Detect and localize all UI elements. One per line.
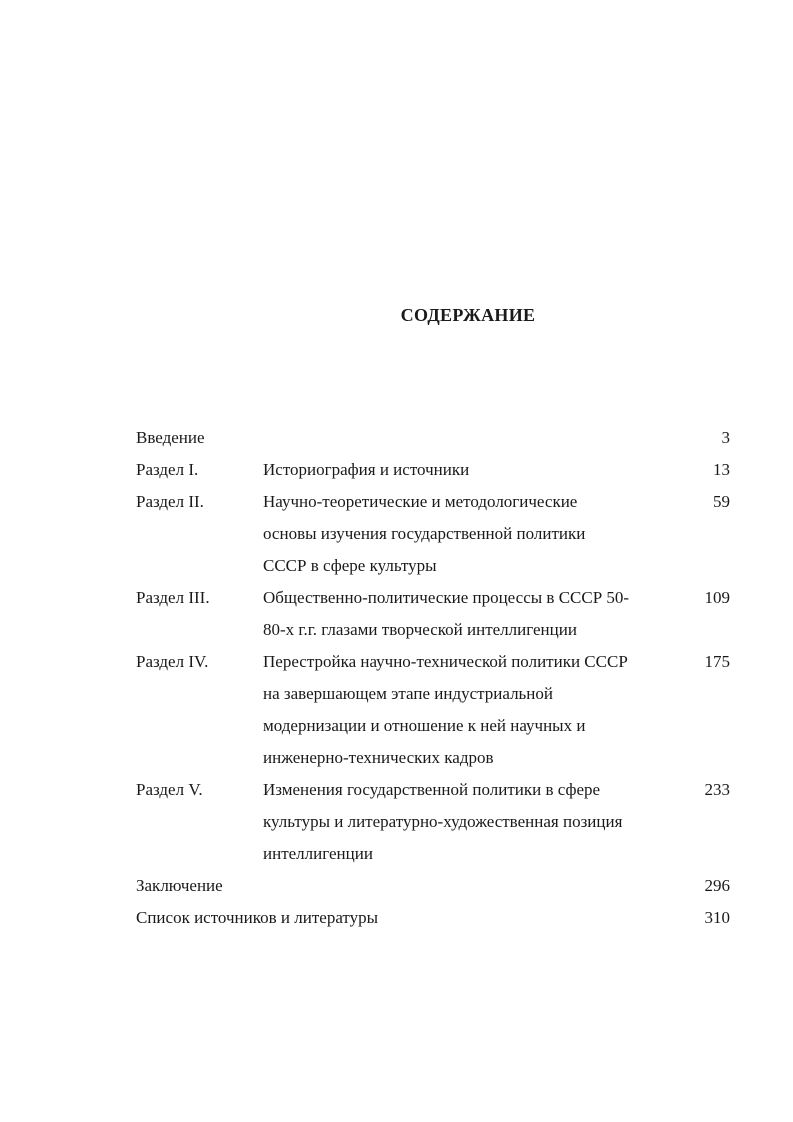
- toc-page-number: 3: [721, 428, 730, 447]
- toc-entry-introduction: [136, 422, 736, 454]
- toc-entry-conclusion: [136, 870, 736, 902]
- toc-title-line: Историография и источники: [263, 460, 470, 479]
- toc-entry-bibliography: [136, 902, 736, 934]
- toc-entry-section-2: [136, 486, 736, 582]
- toc-entry-label: Заключение: [136, 876, 223, 895]
- toc-page-number: 13: [713, 460, 730, 479]
- toc-entry-label: Раздел II.: [136, 492, 204, 511]
- toc-entry-section-1: [136, 454, 736, 486]
- toc-entry-section-4: [136, 646, 736, 774]
- toc-title-line: Научно-теоретические и методологические: [263, 492, 578, 511]
- toc-entry-title: [263, 486, 673, 582]
- toc-page-number: 296: [704, 876, 730, 895]
- toc-page-number: 175: [704, 652, 730, 671]
- toc-entry-title: [263, 774, 673, 870]
- toc-entry-title: [263, 646, 673, 774]
- toc-entry-section-3: [136, 582, 736, 646]
- toc-entry-label: Раздел I.: [136, 460, 199, 479]
- toc-title-line: Перестройка научно-технической политики СССР: [263, 652, 628, 671]
- toc-page-number: 109: [704, 588, 730, 607]
- page-title: СОДЕРЖАНИЕ: [400, 305, 536, 325]
- toc-page-number: 310: [704, 908, 730, 927]
- toc-entry-title: [263, 454, 673, 486]
- toc-entry-label: Раздел IV.: [136, 652, 209, 671]
- toc-title-line: основы изучения государственной политики: [263, 524, 586, 543]
- toc-page-number: 59: [713, 492, 730, 511]
- toc-title-line: Общественно-политические процессы в СССР 50-: [263, 588, 630, 607]
- toc-title-line: интеллигенции: [263, 844, 373, 863]
- toc-entry-title: [263, 582, 673, 646]
- toc-entry-label: Раздел III.: [136, 588, 210, 607]
- table-of-contents: [136, 422, 736, 934]
- toc-title-line: на завершающем этапе индустриальной: [263, 684, 554, 703]
- toc-entry-label: Введение: [136, 428, 205, 447]
- toc-title-line: инженерно-технических кадров: [263, 748, 494, 767]
- toc-title-line: 80-х г.г. глазами творческой интеллигенции: [263, 620, 577, 639]
- toc-title-line: культуры и литературно-художественная позиция: [263, 812, 623, 831]
- toc-entry-section-5: [136, 774, 736, 870]
- toc-title-line: модернизации и отношение к ней научных и: [263, 716, 586, 735]
- toc-page-number: 233: [704, 780, 730, 799]
- toc-title-line: Изменения государственной политики в сфере: [263, 780, 601, 799]
- toc-title-line: СССР в сфере культуры: [263, 556, 437, 575]
- toc-entry-label: Список источников и литературы: [136, 908, 379, 927]
- toc-entry-label: Раздел V.: [136, 780, 203, 799]
